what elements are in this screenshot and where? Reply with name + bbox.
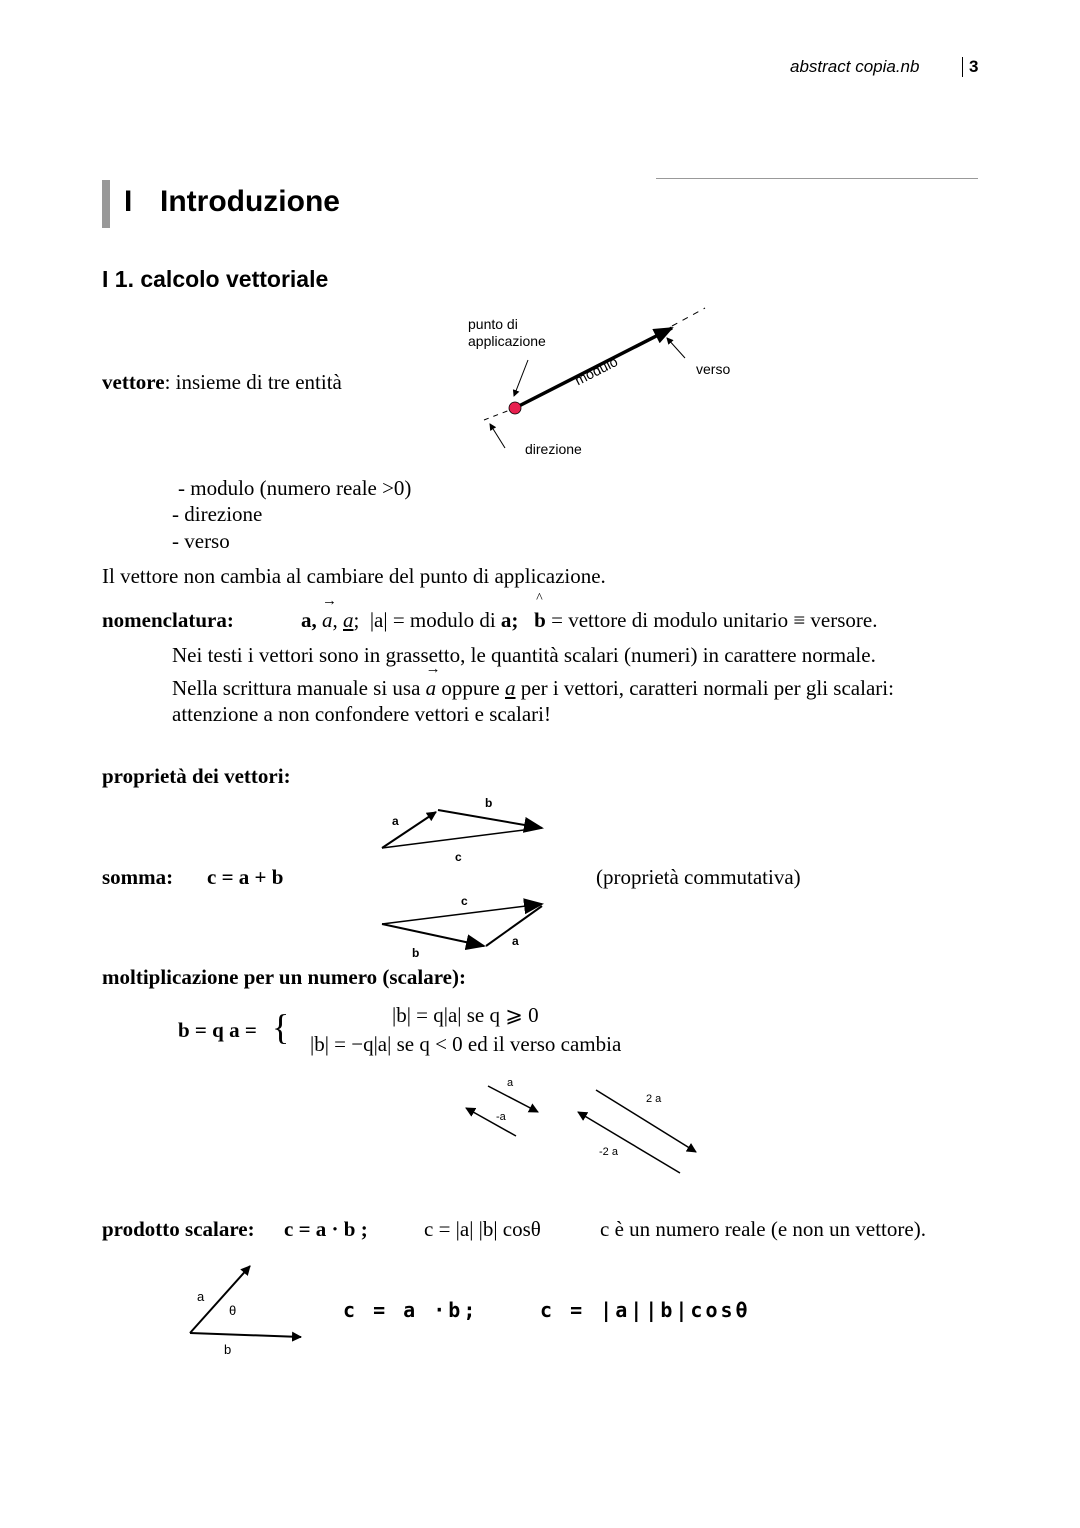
nom-b-hat: ^ b <box>534 608 546 633</box>
nom-mod-text: |a| = modulo di <box>369 608 496 632</box>
nom-line2-vec: → a <box>426 676 437 701</box>
label-punto-di: punto di <box>468 316 518 332</box>
dot-label-b: b <box>224 1342 232 1357</box>
nom-line2-b: oppure <box>441 676 500 700</box>
prodotto-label: prodotto scalare: <box>102 1217 255 1241</box>
label-applicazione: applicazione <box>468 333 546 349</box>
header-filename: abstract copia.nb <box>790 57 920 76</box>
label-modulo: modulo <box>572 353 621 389</box>
nomenclatura-line3: attenzione a non confondere vettori e scalari! <box>172 702 551 726</box>
moltiplicazione-label: moltiplicazione per un numero (scalare): <box>102 965 466 989</box>
application-point <box>509 402 521 414</box>
somma1-label-b: b <box>485 796 493 810</box>
nom-sep1: , <box>332 608 338 632</box>
vector-a-small <box>488 1086 538 1112</box>
item-direzione: - direzione <box>172 502 263 526</box>
pointer-verso <box>667 338 685 358</box>
nom-sep2: ; <box>353 608 360 632</box>
dot-product-diagram <box>190 1266 301 1337</box>
nomenclatura-line1: Nei testi i vettori sono in grassetto, le quantità scalari (numeri) in carattere normale. <box>172 643 876 667</box>
nom-line2-a: Nella scrittura manuale si usa <box>172 676 421 700</box>
mult-label-2a: 2 a <box>646 1093 662 1105</box>
nom-a-under: a <box>343 608 354 632</box>
commutativa-note: (proprietà commutativa) <box>596 865 801 889</box>
prodotto-code2: c = |a||b|cosθ <box>540 1298 751 1322</box>
nom-versore-text: = vettore di modulo unitario ≡ versore. <box>551 608 878 632</box>
somma2-label-a: a <box>512 934 519 948</box>
mult-label-a: a <box>507 1077 514 1089</box>
somma2-label-b: b <box>412 946 420 960</box>
vettore-note: Il vettore non cambia al cambiare del punto di applicazione. <box>102 564 606 588</box>
nomenclatura-line2 <box>172 676 894 701</box>
somma-diagram-1 <box>382 810 542 848</box>
label-verso: verso <box>696 361 731 377</box>
somma-label: somma: <box>102 865 174 889</box>
moltiplicazione-lhs: b = q a = <box>178 1018 257 1042</box>
section-number: I <box>124 185 133 218</box>
prodotto-note: c è un numero reale (e non un vettore). <box>600 1217 926 1241</box>
nomenclatura-symbols <box>301 608 877 633</box>
nom-line2-under: a <box>505 676 516 700</box>
vector-b-dot <box>190 1333 301 1337</box>
item-verso: - verso <box>172 529 230 553</box>
pointer-direzione <box>490 424 505 448</box>
pointer-application <box>514 360 528 396</box>
page-number: 3 <box>962 57 978 77</box>
vettore-term: vettore <box>102 370 165 394</box>
moltiplicazione-case1: |b| = q|a| se q ⩾ 0 <box>392 1003 539 1027</box>
nom-line2-c: per i vettori, caratteri normali per gli scalari: <box>520 676 894 700</box>
item-modulo: - modulo (numero reale >0) <box>178 476 412 500</box>
prodotto-formula1: c = a · b ; <box>284 1217 368 1241</box>
moltiplicazione-brace: { <box>272 1007 290 1047</box>
somma-formula: c = a + b <box>207 865 284 889</box>
prodotto-formula2: c = |a| |b| cosθ <box>424 1217 541 1241</box>
vector-b-2 <box>382 924 484 946</box>
vector-neg-2a <box>578 1112 680 1173</box>
vector-neg-a <box>466 1108 516 1136</box>
dot-label-theta: θ <box>229 1303 237 1318</box>
mult-label-neg-2a: -2 a <box>599 1146 618 1158</box>
direction-dash-right <box>672 308 705 326</box>
mult-label-neg-a: -a <box>496 1111 506 1123</box>
label-direzione: direzione <box>525 441 582 457</box>
nomenclatura-label: nomenclatura: <box>102 608 234 632</box>
prodotto-code1: c = a ·b; <box>343 1298 479 1322</box>
somma1-label-c: c <box>455 850 462 864</box>
section-title: Introduzione <box>160 185 340 218</box>
proprieta-label: proprietà dei vettori: <box>102 764 291 788</box>
nom-a-bold: a, <box>301 608 317 632</box>
nom-a-vec: → a <box>322 608 333 633</box>
moltiplicazione-case2: |b| = −q|a| se q < 0 ed il verso cambia <box>310 1032 622 1056</box>
scalar-multiplication-diagram <box>466 1086 696 1173</box>
somma2-label-c: c <box>461 894 468 908</box>
subsection-title: I 1. calcolo vettoriale <box>102 266 329 292</box>
nom-mod-a: a; <box>500 608 519 632</box>
vettore-def-text: : insieme di tre entità <box>164 370 342 394</box>
vector-b-1 <box>438 810 542 828</box>
somma1-label-a: a <box>392 814 399 828</box>
dot-label-a: a <box>197 1289 205 1304</box>
